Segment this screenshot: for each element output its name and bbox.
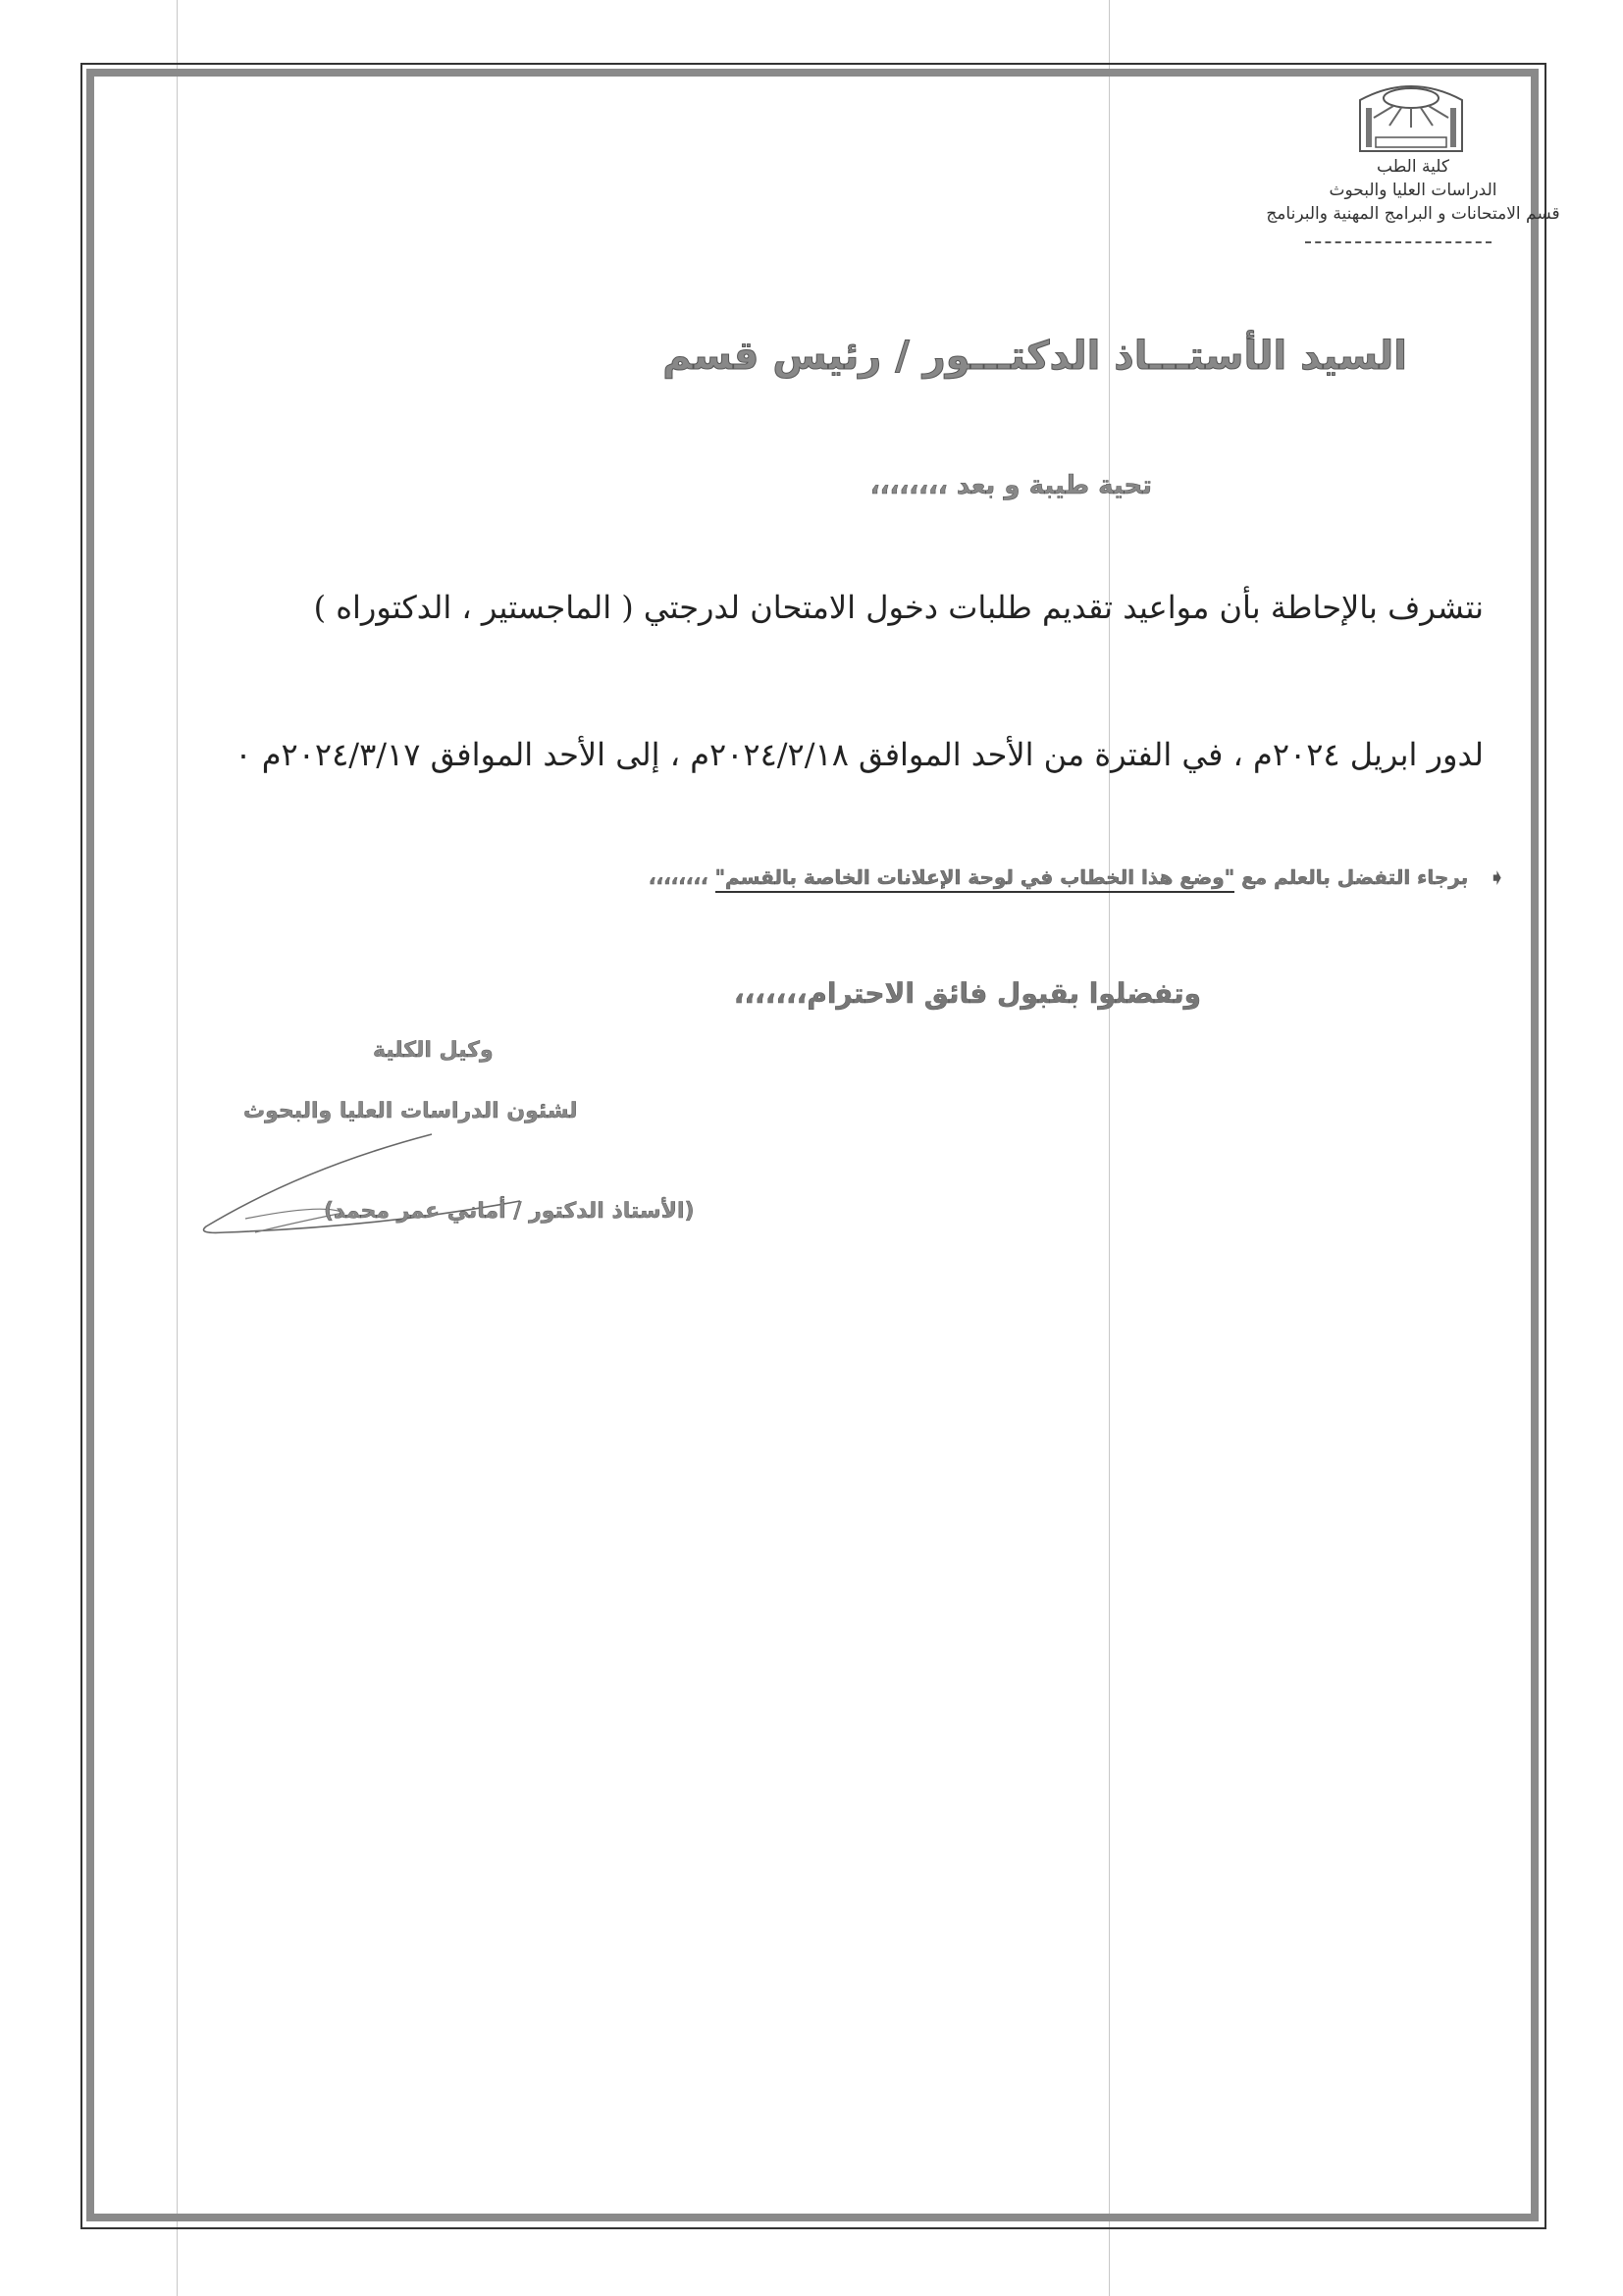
body-paragraph-line-2: لدور ابريل ٢٠٢٤م ، في الفترة من الأحد الموافق ٢٠٢٤/٢/١٨م ، إلى الأحد الموافق ٢٠٢٤/٣/١٧م ٠ <box>235 736 1484 773</box>
closing-line: وتفضلوا بقبول فائق الاحترام،،،،،،، <box>733 977 1201 1010</box>
department-name: قسم الامتحانات و البرامج المهنية والبرنامج <box>1266 204 1560 224</box>
arrow-bullet-icon: ➧ <box>1489 865 1505 889</box>
university-logo-icon <box>1352 78 1470 153</box>
notice-prefix: برجاء التفضل بالعلم مع <box>1241 865 1469 889</box>
body-paragraph-line-1: نتشرف بالإحاطة بأن مواعيد تقديم طلبات دخول الامتحان لدرجتي ( الماجستير ، الدكتوراه ) <box>313 589 1484 626</box>
signatory-title-line-2: لشئون الدراسات العليا والبحوث <box>243 1099 578 1123</box>
notice-quoted-instruction: "وضع هذا الخطاب في لوحة الإعلانات الخاصة بالقسم" <box>715 865 1234 893</box>
faculty-name: كلية الطب <box>1377 157 1449 177</box>
notice-suffix: ،،،،،،،، <box>648 865 708 889</box>
signatory-name: (الأستاذ الدكتور / أماني عمر محمد) <box>324 1199 695 1224</box>
addressee-heading: السيد الأستـــاذ الدكتـــور / رئيس قسم <box>662 334 1407 379</box>
signatory-title-line-1: وكيل الكلية <box>373 1038 494 1063</box>
greeting: تحية طيبة و بعد ،،،،،،،، <box>869 471 1152 500</box>
header-divider <box>1305 241 1492 243</box>
notice-instruction <box>649 865 1505 889</box>
letterhead <box>1227 155 1599 226</box>
office-name: الدراسات العليا والبحوث <box>1329 181 1497 200</box>
